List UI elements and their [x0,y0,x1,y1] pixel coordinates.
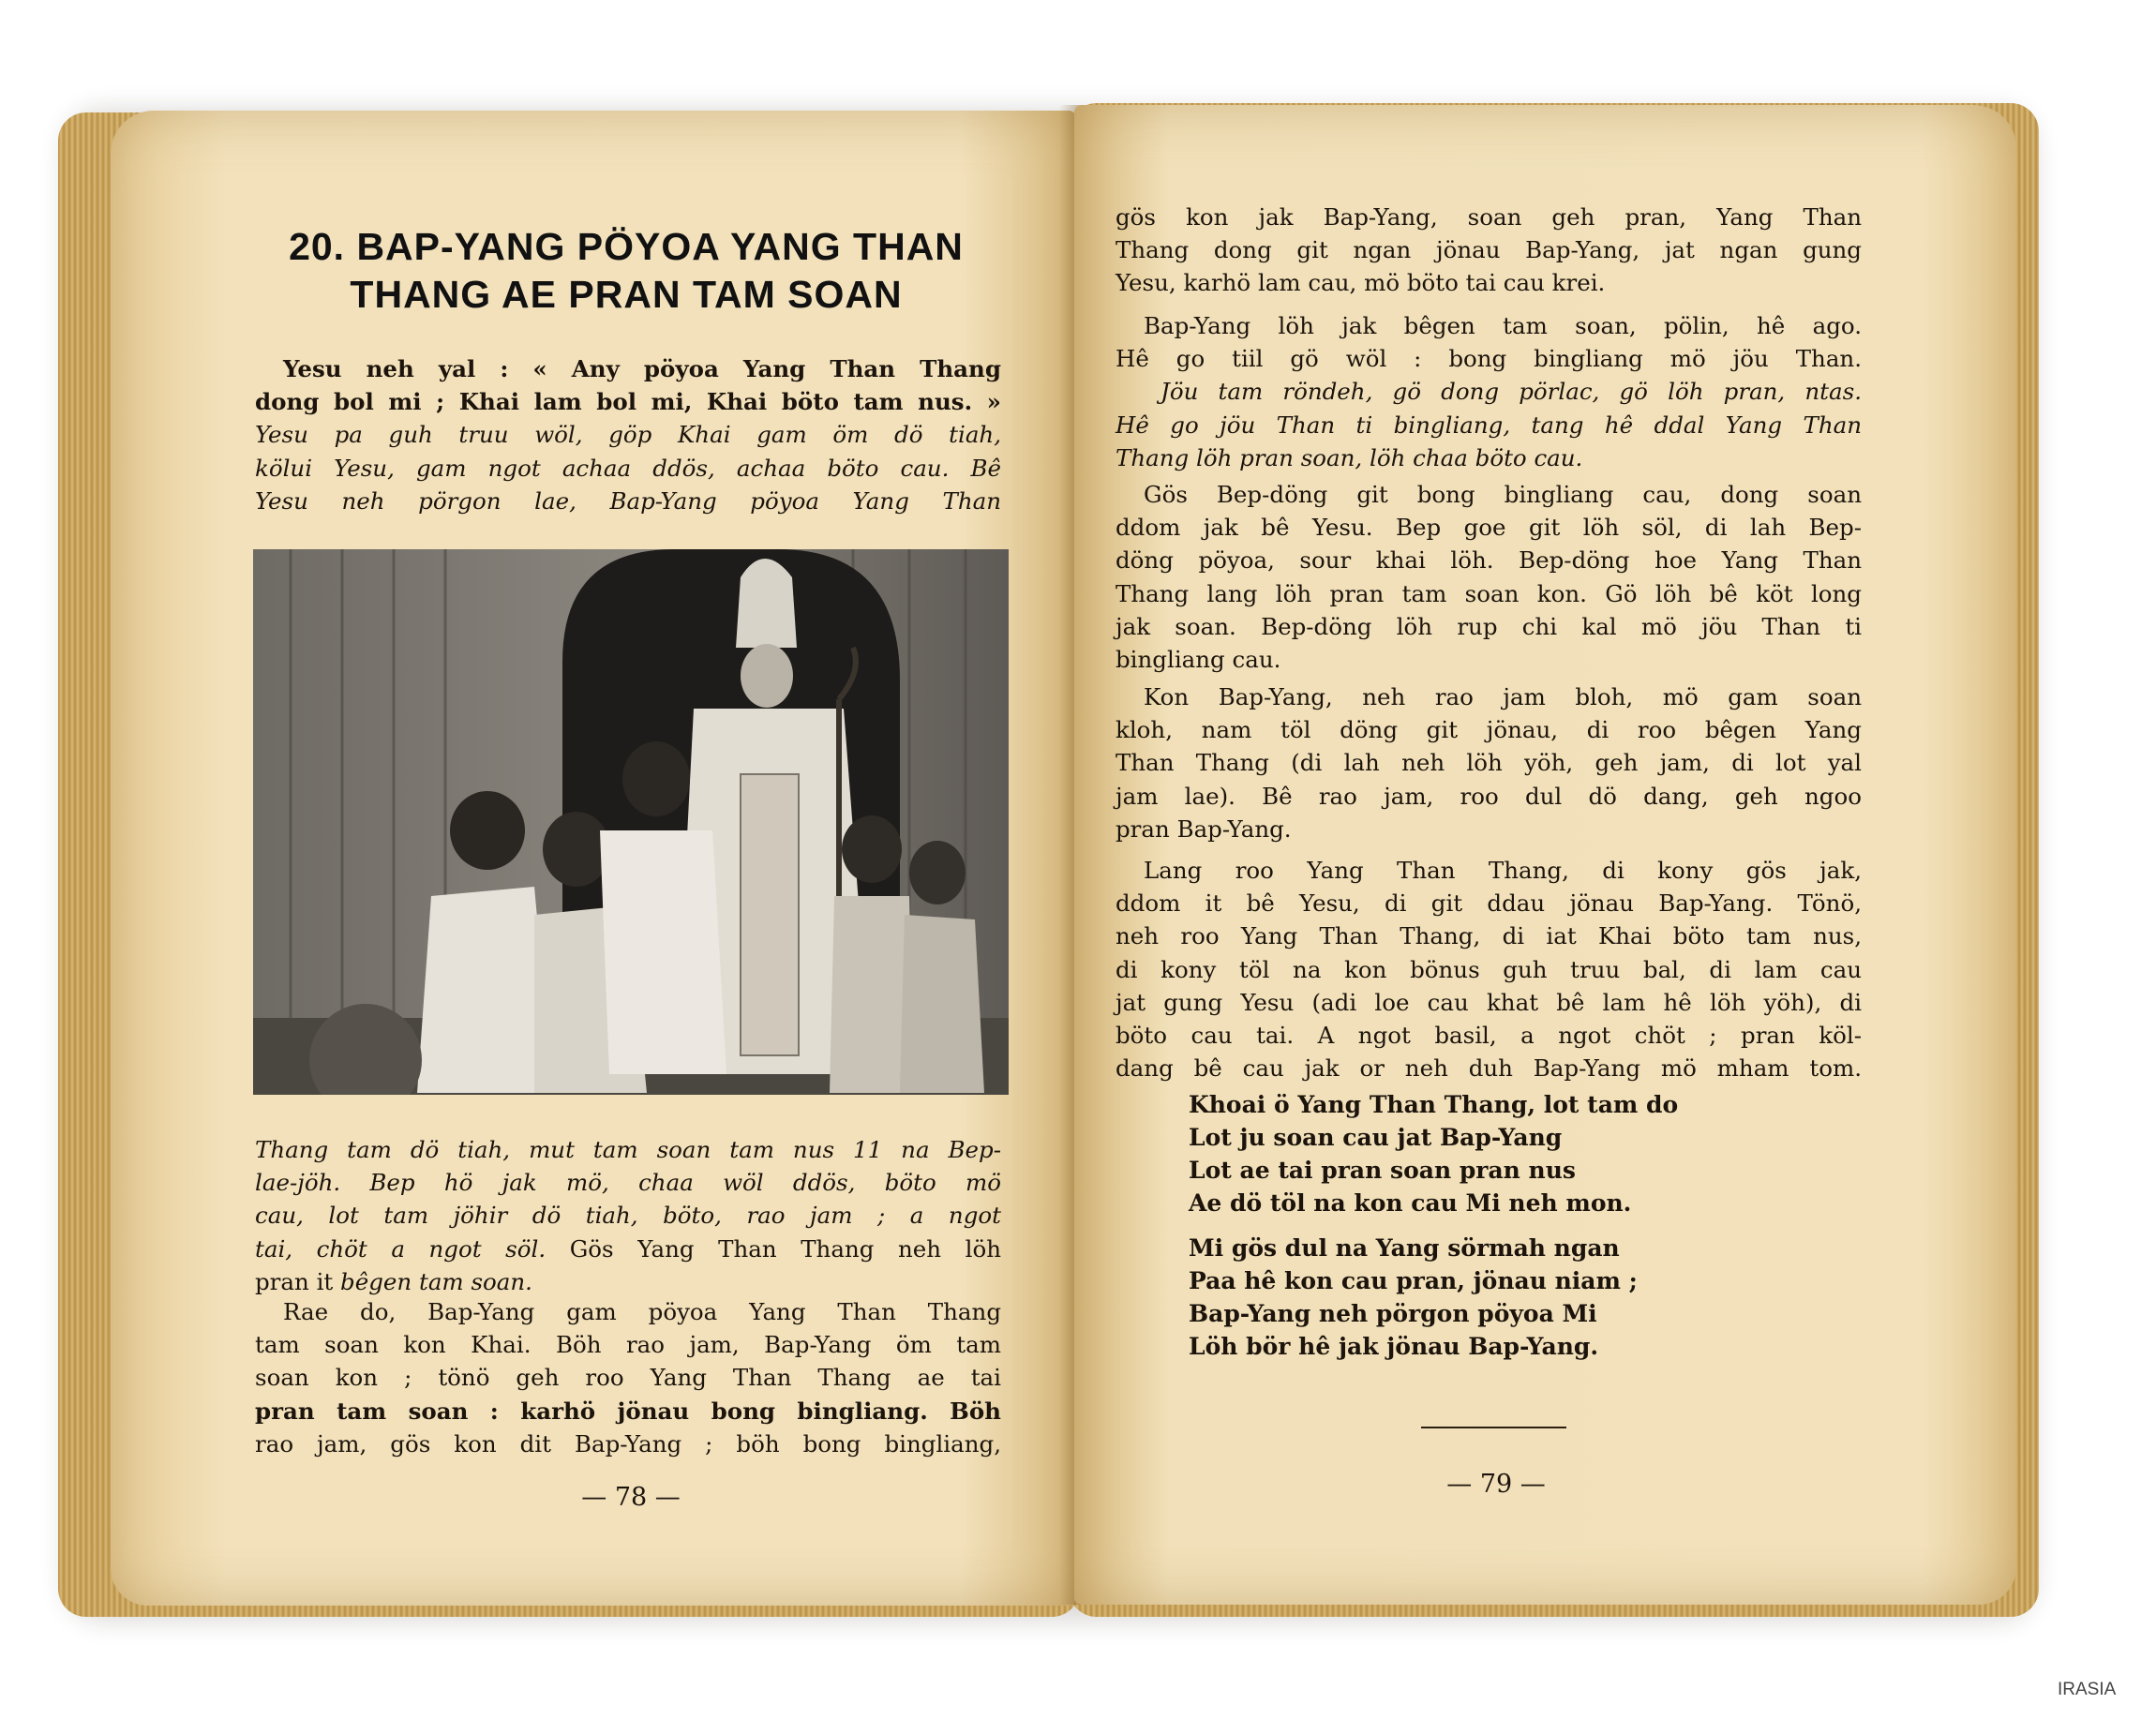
right-paragraph-2 [1115,309,1862,474]
text-line: Yesu pa guh truu wöl, göp Khai gam öm dö tiah, [255,421,1001,449]
page-number-right: — 79 — [1446,1470,1546,1499]
text-line: pran Bap-Yang. [1115,815,1292,843]
text-fragment: pran it [255,1267,334,1295]
after-photo-paragraph [255,1133,1001,1298]
poem-line: Lot ae tai pran soan pran nus [1189,1157,1576,1184]
text-line: kloh, nam töl döng git jönau, di roo bêgen Yang [1115,716,1862,744]
page-number-left: — 78 — [581,1483,681,1512]
text-line: Thang löh pran soan, löh chaa böto cau. [1115,443,1583,471]
text-line: Than Thang (di lah neh löh yöh, geh jam, di lot yal [1115,749,1862,777]
text-line: jat gung Yesu (adi loe cau khat bê lam hê löh yöh), di [1115,988,1862,1016]
poem-line: Ae dö töl na kon cau Mi neh mon. [1189,1189,1632,1217]
text-line: Gös Bep-döng git bong bingliang cau, dong soan [1144,481,1862,508]
right-paragraph-4 [1115,680,1862,845]
watermark: IRASIA [2058,1680,2117,1699]
chapter-heading [251,223,1001,319]
text-line: dong bol mi ; Khai lam bol mi, Khai böto tam nus. » [255,388,1001,416]
text-line: pran tam soan : karhö jönau bong bingliang. Böh [255,1397,1001,1425]
poem-line: Mi gös dul na Yang sörmah ngan [1189,1234,1620,1262]
photo-illustration [253,549,1009,1095]
text-line: Yesu neh pörgon lae, Bap-Yang pöyoa Yang Than [255,486,1001,515]
poem-line: Bap-Yang neh pörgon pöyoa Mi [1189,1300,1597,1327]
text-line: bingliang cau. [1115,646,1281,674]
section-rule [1421,1427,1566,1428]
heading-line-1: 20. BAP-YANG PÖYOA YANG THAN [289,225,964,268]
text-line: rao jam, gös kon dit Bap-Yang ; böh bong bingliang, [255,1429,1001,1457]
text-line: tam soan kon Khai. Böh rao jam, Bap-Yang öm tam [255,1331,1001,1359]
text-line: di kony töl na kon bönus guh truu bal, di lam cau [1115,955,1862,983]
text-line: Hê go jöu Than ti bingliang, tang hê ddal Yang Than [1115,411,1862,439]
text-line: neh roo Yang Than Thang, di iat Khai böto tam nus, [1115,922,1862,950]
text-line: soan kon ; tönö geh roo Yang Than Thang ae tai [255,1364,1001,1392]
poem-line: Paa hê kon cau pran, jönau niam ; [1189,1267,1638,1294]
text-fragment: tai, chöt a ngot söl. [255,1234,546,1263]
text-line: Yesu, karhö lam cau, mö böto tai cau krei. [1115,269,1606,297]
text-line: Kon Bap-Yang, neh rao jam bloh, mö gam soan [1144,683,1862,710]
text-line: ddom it bê Yesu, di git ddau jönau Bap-Yang. Tönö, [1115,889,1862,918]
heading-line-2: THANG AE PRAN TAM SOAN [350,273,903,316]
text-line: jam lae). Bê rao jam, roo dul dö dang, geh ngoo [1115,782,1862,810]
text-line: böto cau tai. A ngot basil, a ngot chöt ; pran köl- [1115,1022,1862,1050]
text-line: ddom jak bê Yesu. Bep goe git löh söl, di lah Bep- [1115,514,1862,542]
intro-paragraph [255,352,1001,517]
text-line: Thang lang löh pran tam soan kon. Gö löh bê köt long [1115,579,1862,607]
text-fragment: bêgen tam soan. [340,1267,532,1295]
text-line: Thang dong git ngan jönau Bap-Yang, jat ngan gung [1115,236,1862,264]
poem-stanza-1 [1189,1088,1678,1219]
text-line: Hê go tiil gö wöl : bong bingliang mö jöu Than. [1115,345,1862,373]
right-paragraph-5 [1115,854,1862,1084]
photograph-bishop-with-children [253,549,1009,1095]
right-paragraph-3 [1115,478,1862,676]
text-line: jak soan. Bep-döng löh rup chi kal mö jöu Than ti [1115,612,1862,640]
text-line: Rae do, Bap-Yang gam pöyoa Yang Than Thang [283,1298,1001,1325]
text-line: Jöu tam röndeh, gö dong pörlac, gö löh pran, ntas. [1160,378,1862,406]
poem-line: Khoai ö Yang Than Thang, lot tam do [1189,1091,1679,1118]
text-line: Thang tam dö tiah, mut tam soan tam nus 11 na Bep- [255,1136,1001,1163]
right-paragraph-1 [1115,201,1862,300]
text-line: Yesu neh yal : « Any pöyoa Yang Than Thang [283,355,1001,382]
text-line [255,1265,1001,1298]
text-line: döng pöyoa, sour khai löh. Bep-döng hoe Yang Than [1115,546,1862,575]
poem-line: Lot ju soan cau jat Bap-Yang [1189,1124,1563,1151]
poem-stanza-2 [1189,1232,1638,1363]
poem-line: Löh bör hê jak jönau Bap-Yang. [1189,1333,1599,1360]
text-line: Lang roo Yang Than Thang, di kony gös jak, [1144,857,1862,884]
text-line: kölui Yesu, gam ngot achaa ddös, achaa böto cau. Bê [255,454,1001,482]
text-fragment: Gös Yang Than Thang neh löh [569,1234,1001,1263]
text-line: lae-jöh. Bep hö jak mö, chaa wöl ddös, böto mö [255,1169,1001,1197]
text-line: Bap-Yang löh jak bêgen tam soan, pölin, hê ago. [1144,312,1862,339]
paragraph-rae-do [255,1295,1001,1460]
text-line: gös kon jak Bap-Yang, soan geh pran, Yang Than [1115,203,1862,231]
text-line [255,1233,1001,1265]
text-line: cau, lot tam jöhir dö tiah, böto, rao jam ; a ngot [255,1202,1001,1230]
text-line: dang bê cau jak or neh duh Bap-Yang mö mham tom. [1115,1054,1862,1083]
